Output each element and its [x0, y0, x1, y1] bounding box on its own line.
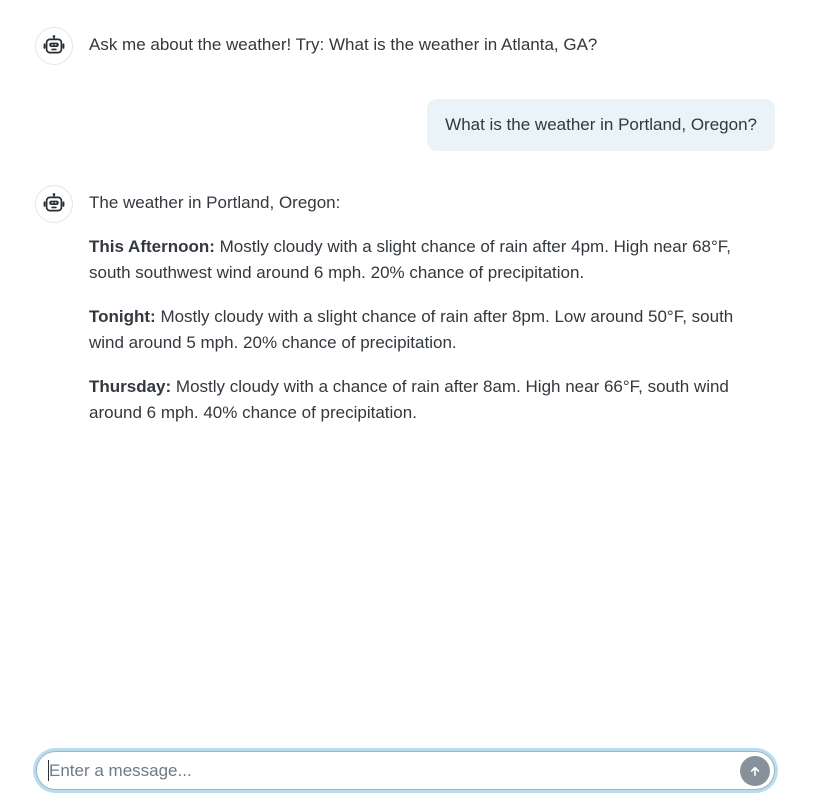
composer	[36, 751, 775, 790]
forecast-tonight-label: Tonight:	[89, 307, 156, 326]
forecast-thursday-label: Thursday:	[89, 377, 172, 396]
message-input[interactable]	[37, 752, 740, 789]
bot-avatar	[35, 27, 73, 65]
forecast-thursday	[89, 374, 739, 426]
robot-icon	[42, 34, 66, 58]
user-message	[35, 99, 775, 151]
forecast-thursday-text: Mostly cloudy with a chance of rain after 8am. High near 66°F, south wind around 6 mph. 40% chance of precipitation.	[89, 377, 729, 422]
text-caret	[48, 760, 49, 781]
forecast-tonight-text: Mostly cloudy with a slight chance of rain after 8pm. Low around 50°F, south wind around 5 mph. 20% chance of precipitation.	[89, 307, 734, 352]
bot-message-text: Ask me about the weather! Try: What is the weather in Atlanta, GA?	[89, 35, 598, 54]
arrow-up-icon	[746, 762, 764, 780]
forecast-afternoon	[89, 234, 739, 286]
bot-forecast-text	[89, 190, 739, 426]
bot-avatar	[35, 185, 73, 223]
robot-icon	[42, 192, 66, 216]
user-message-bubble: What is the weather in Portland, Oregon?	[427, 99, 775, 151]
forecast-afternoon-text: Mostly cloudy with a slight chance of rain after 4pm. High near 68°F, south southwest wind around 6 mph. 20% chance of precipitation.	[89, 237, 732, 282]
forecast-afternoon-label: This Afternoon:	[89, 237, 215, 256]
forecast-tonight	[89, 304, 739, 356]
bot-message-forecast	[35, 185, 775, 426]
send-button[interactable]	[740, 756, 770, 786]
bot-message-greeting	[35, 27, 775, 65]
forecast-intro: The weather in Portland, Oregon:	[89, 193, 341, 212]
